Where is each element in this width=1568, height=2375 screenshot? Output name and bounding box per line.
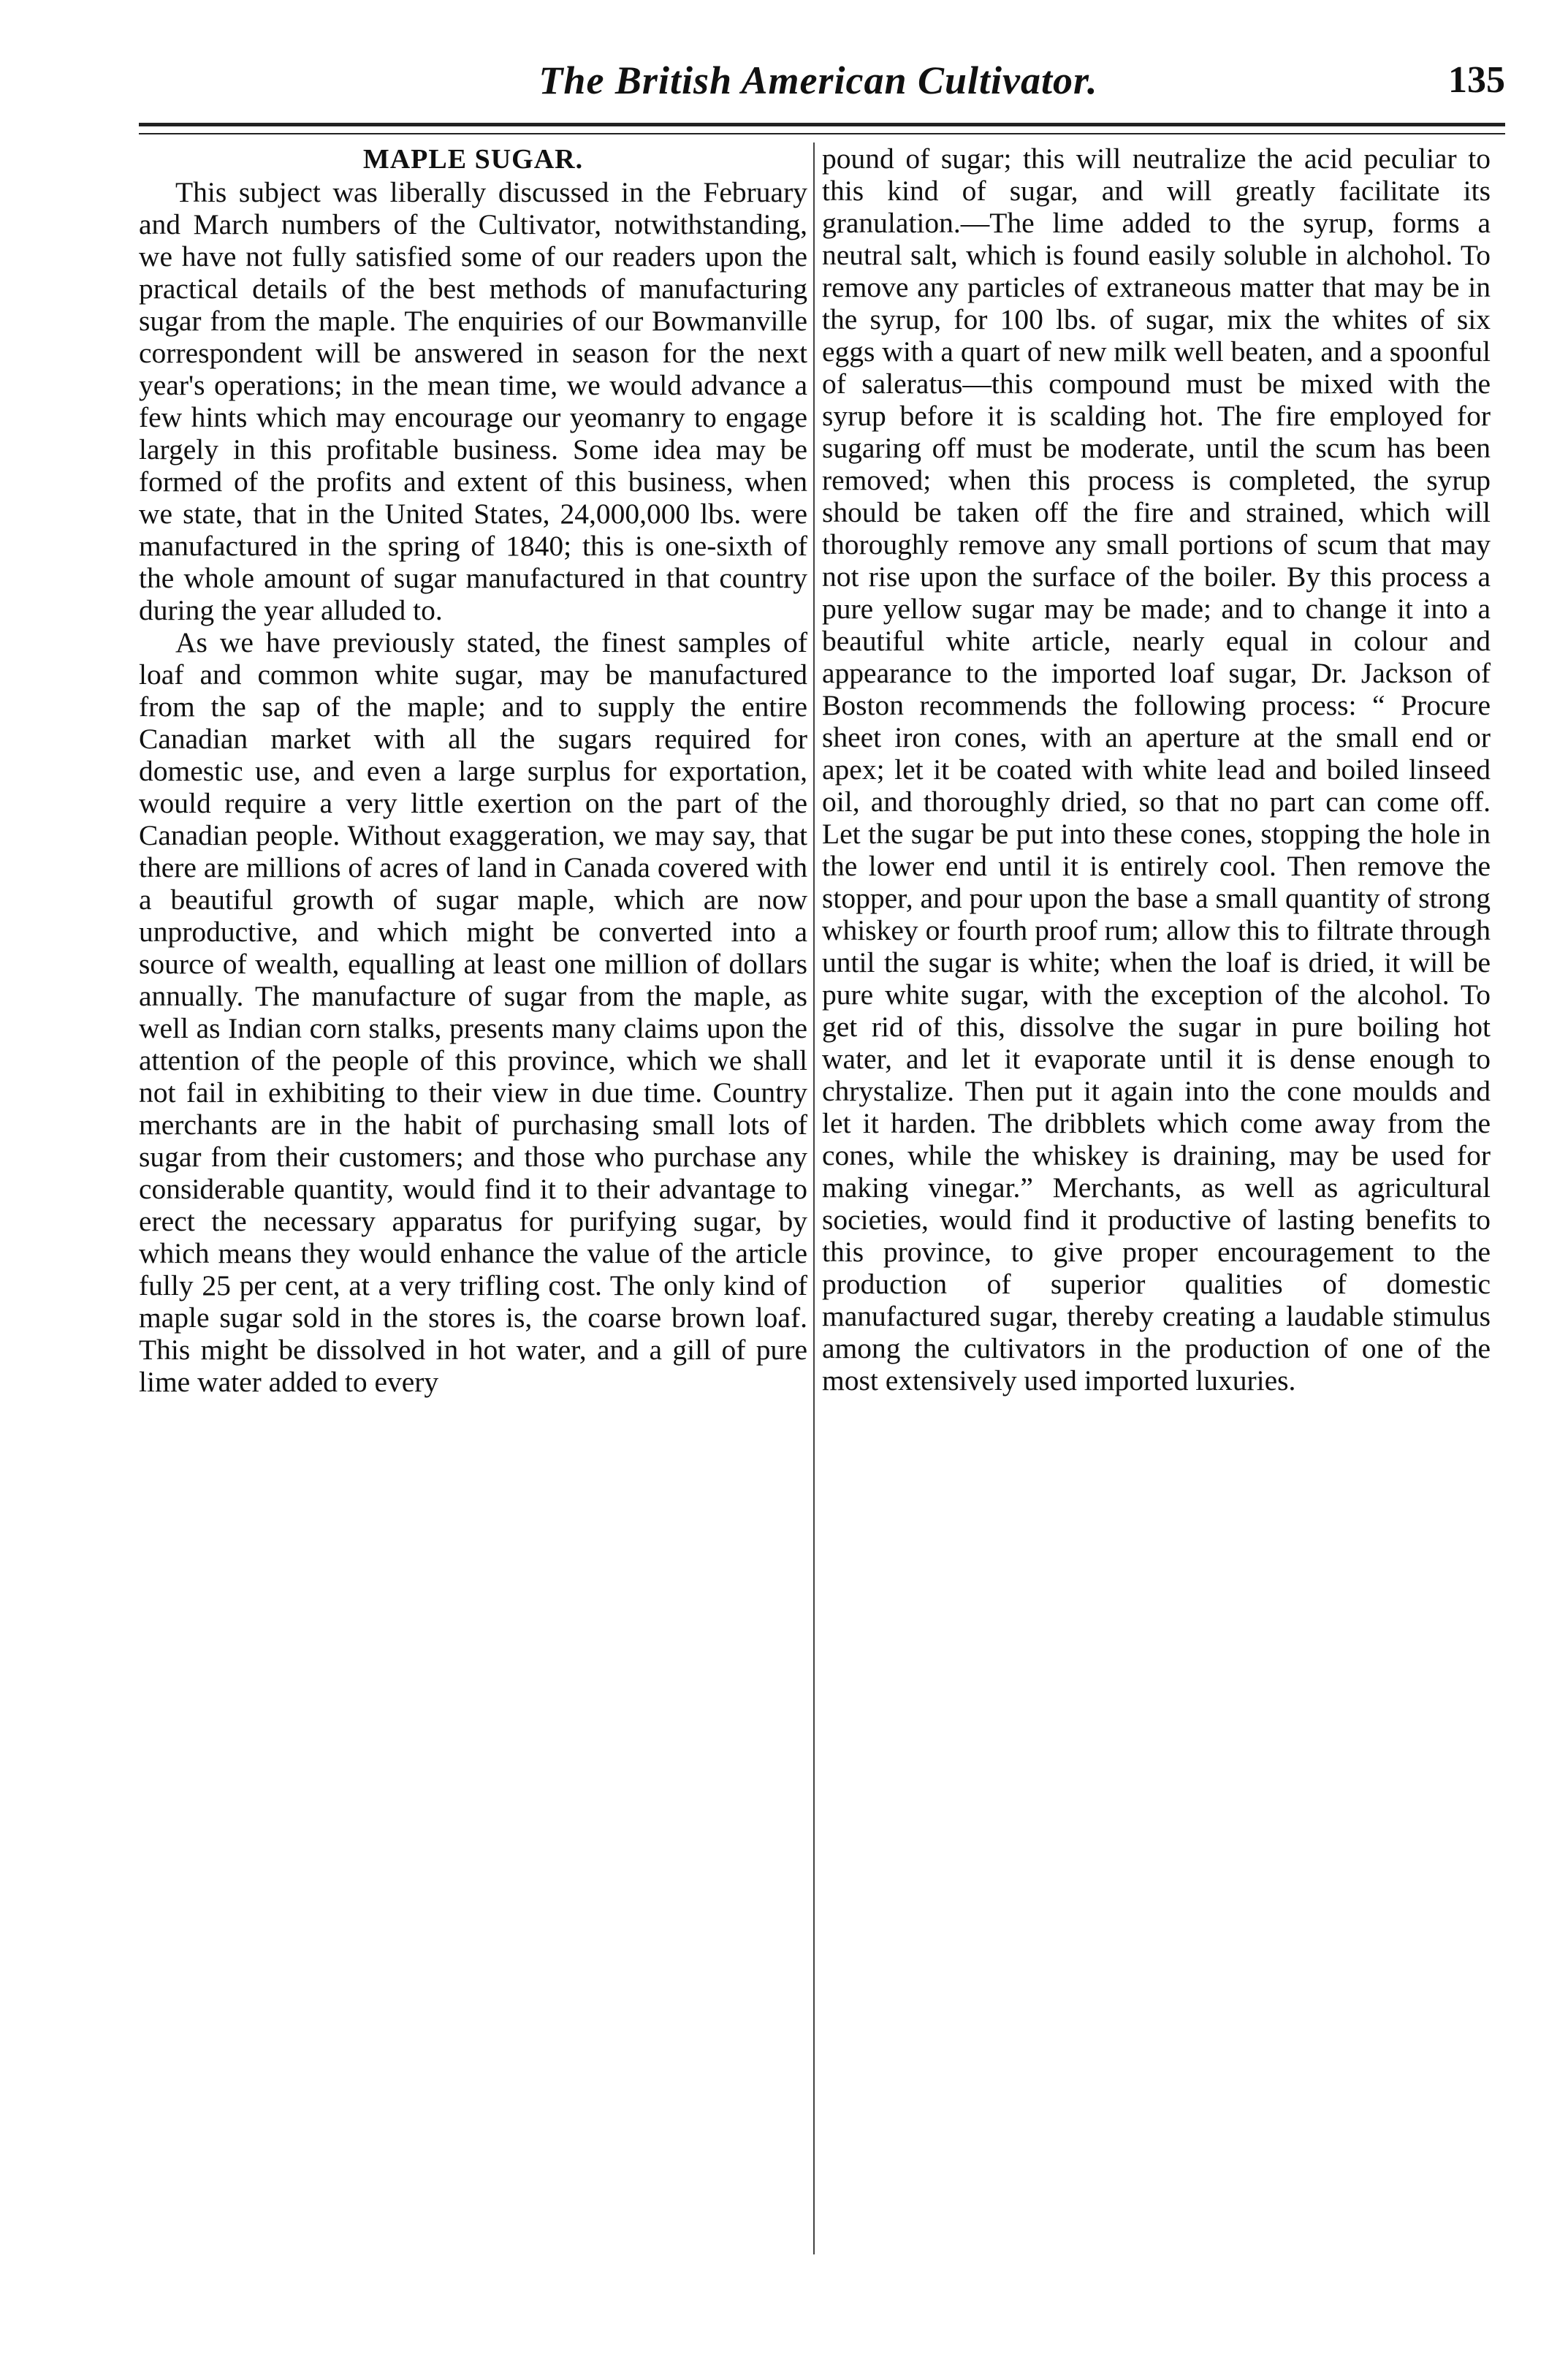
paragraph: This subject was liberally discussed in the February and March numbers of the Cultivator, notwithstanding, we have not fully satisfied some of our readers upon the practical details of the best methods of manufacturing sugar from the maple. The enquiries of our Bowmanville correspondent will be answered in season for the next year's operations; in the mean time, we would advance a few hints which may encourage our yeomanry to engage largely in this profitable business. Some idea may be formed of the profits and extent of this business, when we state, that in the United States, 24,000,000 lbs. were manufactured in the spring of 1840; this is one-sixth of the whole amount of sugar manufactured in that country during the year alluded to. [139, 176, 807, 626]
header-rule-thin [139, 133, 1505, 134]
column-divider [813, 142, 815, 2254]
header-rule-thick [139, 123, 1505, 126]
right-column [822, 142, 1491, 1396]
left-column [139, 142, 807, 1398]
running-title: The British American Cultivator. [538, 58, 1098, 102]
page-number: 135 [1448, 59, 1505, 101]
article-heading: MAPLE SUGAR. [362, 144, 584, 175]
page-header [132, 51, 1505, 117]
paragraph: As we have previously stated, the finest samples of loaf and common white sugar, may be manufactured from the sap of the maple; and to supply the entire Canadian market with all the sugars required for domestic use, and even a large surplus for exportation, would require a very little exertion on the part of the Canadian people. Without exaggeration, we may say, that there are millions of acres of land in Canada covered with a beautiful growth of sugar maple, which are now unproductive, and which might be converted into a source of wealth, equalling at least one million of dollars annually. The manufacture of sugar from the maple, as well as Indian corn stalks, presents many claims upon the attention of the people of this province, which we shall not fail in exhibiting to their view in due time. Country merchants are in the habit of purchasing small lots of sugar from their customers; and those who purchase any considerable quantity, would find it to their advantage to erect the necessary apparatus for purifying sugar, by which means they would enhance the value of the article fully 25 per cent, at a very trifling cost. The only kind of maple sugar sold in the stores is, the coarse brown loaf. This might be dissolved in hot water, and a gill of pure lime water added to every [139, 626, 807, 1398]
paragraph: pound of sugar; this will neutralize the acid peculiar to this kind of sugar, and will greatly facilitate its granulation.—The lime added to the syrup, forms a neutral salt, which is found easily soluble in alchohol. To remove any particles of extraneous matter that may be in the syrup, for 100 lbs. of sugar, mix the whites of six eggs with a quart of new milk well beaten, and a spoonful of saleratus—this compound must be mixed with the syrup before it is scalding hot. The fire employed for sugaring off must be moderate, until the scum has been removed; when this process is completed, the syrup should be taken off the fire and strained, which will thoroughly remove any small portions of scum that may not rise upon the surface of the boiler. By this process a pure yellow sugar may be made; and to change it into a beautiful white article, nearly equal in colour and appearance to the imported loaf sugar, Dr. Jackson of Boston recommends the following process: “ Procure sheet iron cones, with an aperture at the small end or apex; let it be coated with white lead and boiled linseed oil, and thoroughly dried, so that no part can come off. Let the sugar be put into these cones, stopping the hole in the lower end until it is entirely cool. Then remove the stopper, and pour upon the base a small quantity of strong whiskey or fourth proof rum; allow this to filtrate through until the sugar is white; when the loaf is dried, it will be pure white sugar, with the exception of the alcohol. To get rid of this, dissolve the sugar in pure boiling hot water, and let it evaporate until it is dense enough to chrystalize. Then put it again into the cone moulds and let it harden. The dribblets which come away from the cones, while the whiskey is draining, may be used for making vinegar.” Merchants, as well as agricultural societies, would find it productive of lasting benefits to this province, to give proper encouragement to the production of superior qualities of domestic manufactured sugar, thereby creating a laudable stimulus among the cultivators in the production of one of the most extensively used imported luxuries. [822, 142, 1491, 1396]
